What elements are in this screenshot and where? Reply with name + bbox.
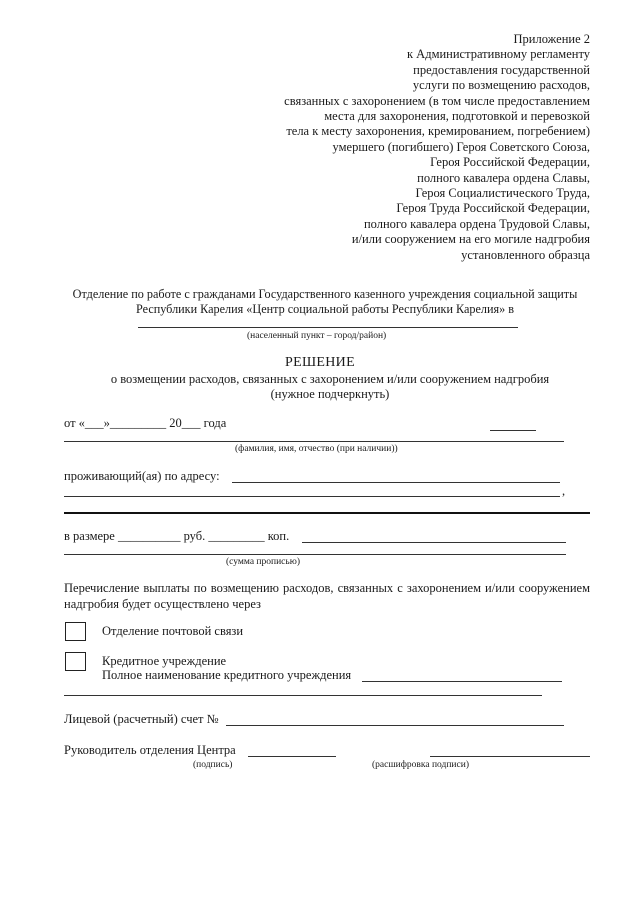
account-field[interactable] [226, 725, 564, 726]
address-comma: , [562, 484, 566, 498]
amount-words-field[interactable] [302, 542, 566, 543]
date-field[interactable]: от «___»_________ 20___ года [64, 416, 227, 430]
department-line-1: Отделение по работе с гражданами Государственного казенного учреждения социальной защиты [72, 287, 578, 301]
department-heading [60, 287, 590, 317]
amount-words-field-2[interactable] [64, 554, 566, 555]
post-office-checkbox[interactable] [65, 622, 86, 641]
appendix-line: и/или сооружением на его могиле надгробия [351, 232, 590, 247]
appendix-line: полного кавалера ордена Славы, [417, 170, 590, 185]
appendix-line: предоставления государственной [413, 62, 590, 77]
amount-field[interactable]: в размере __________ руб. _________ коп. [64, 529, 290, 543]
appendix-line: связанных с захоронением (в том числе предоставлением [284, 93, 590, 108]
decoding-hint: (расшифровка подписи) [372, 760, 469, 770]
decision-subtitle [40, 372, 620, 402]
appendix-line: умершего (погибшего) Героя Советского Союза, [332, 139, 590, 154]
appendix-line: места для захоронения, подготовкой и перевозкой [324, 109, 590, 124]
credit-institution-label: Кредитное учреждение [102, 654, 227, 668]
decision-title: РЕШЕНИЕ [285, 355, 355, 370]
section-divider [64, 512, 590, 514]
signature-field[interactable] [248, 756, 336, 757]
signature-hint: (подпись) [193, 760, 233, 770]
number-field[interactable] [490, 430, 536, 431]
address-label: проживающий(ая) по адресу: [64, 469, 220, 483]
credit-name-field[interactable] [362, 681, 562, 682]
fio-hint: (фамилия, имя, отчество (при наличии)) [235, 444, 398, 454]
credit-full-name-label: Полное наименование кредитного учреждения [102, 668, 352, 682]
payment-paragraph: Перечисление выплаты по возмещению расходов, связанных с захоронением и/или сооружением надгробия будет осуществлено через [64, 581, 590, 611]
appendix-line: Героя Социалистического Труда, [415, 186, 590, 201]
decision-subtitle-text: о возмещении расходов, связанных с захоронением и/или сооружением надгробия [110, 372, 550, 386]
place-hint: (населенный пункт – город/район) [247, 331, 387, 341]
place-field[interactable] [138, 327, 518, 328]
decision-note: (нужное подчеркнуть) [270, 387, 390, 401]
appendix-line: Приложение 2 [513, 32, 590, 46]
appendix-header [230, 32, 590, 263]
head-label: Руководитель отделения Центра [64, 743, 236, 757]
fio-field[interactable] [64, 441, 564, 442]
signature-decoding-field[interactable] [430, 756, 590, 757]
appendix-line: полного кавалера ордена Трудовой Славы, [363, 216, 590, 231]
department-line-2: Республики Карелия «Центр социальной работы Республики Карелия» в [135, 302, 515, 316]
appendix-line: установленного образца [461, 247, 590, 262]
amount-hint: (сумма прописью) [226, 557, 300, 567]
appendix-line: тела к месту захоронения, кремированием, погребением) [286, 124, 590, 139]
post-office-label: Отделение почтовой связи [102, 624, 244, 638]
appendix-line: услуги по возмещению расходов, [412, 78, 590, 93]
appendix-line: Героя Российской Федерации, [430, 155, 590, 170]
appendix-line: к Административному регламенту [406, 47, 590, 62]
credit-name-field-2[interactable] [64, 695, 542, 696]
address-field-1[interactable] [232, 482, 560, 483]
credit-institution-checkbox[interactable] [65, 652, 86, 671]
appendix-line: Героя Труда Российской Федерации, [396, 201, 590, 216]
account-label: Лицевой (расчетный) счет № [64, 712, 219, 726]
address-field-2[interactable] [64, 496, 560, 497]
